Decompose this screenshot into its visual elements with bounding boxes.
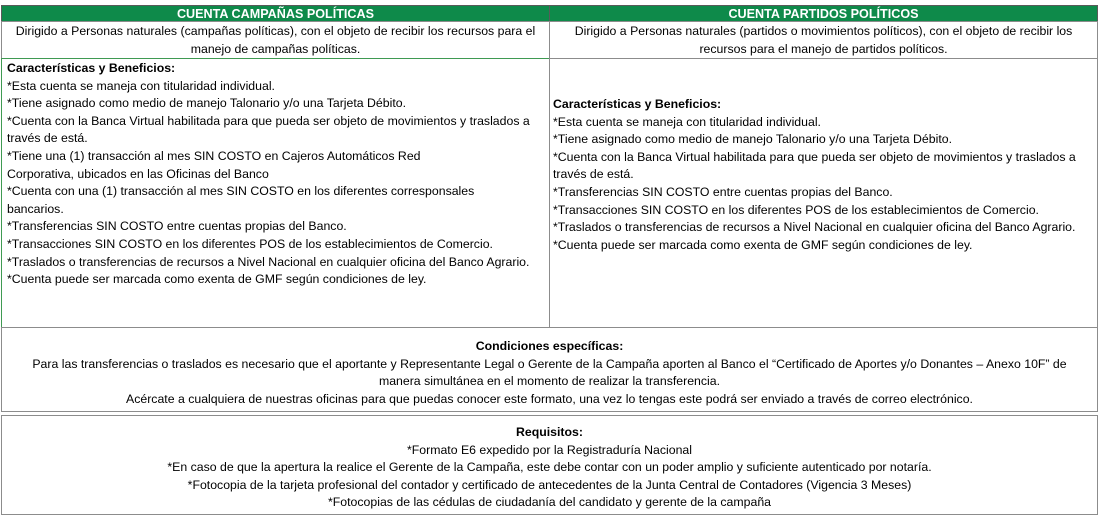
feature-item: *Cuenta con una (1) transacción al mes SIN COSTO en los diferentes corresponsales bancarios.: [7, 184, 475, 216]
feature-item: *Transacciones SIN COSTO en los diferentes POS de los establecimientos de Comercio.: [7, 236, 493, 251]
feature-item: *Cuenta puede ser marcada como exenta de GMF según condiciones de ley.: [553, 237, 973, 252]
feature-item: *Transacciones SIN COSTO en los diferentes POS de los establecimientos de Comercio.: [553, 202, 1039, 217]
feature-item: *Traslados o transferencias de recursos a Nivel Nacional en cualquier oficina del Banco Agrario.: [553, 220, 1076, 235]
features-partidos: [549, 58, 1098, 328]
requirement-item: *Formato E6 expedido por la Registraduría Nacional: [406, 442, 693, 457]
description-campanas: [1, 21, 550, 59]
requirements-section: [1, 415, 1098, 515]
features-partidos-title: Características y Beneficios:: [553, 97, 722, 111]
feature-item: *Cuenta con la Banca Virtual habilitada para que pueda ser objeto de movimientos y traslados a través de está.: [7, 113, 530, 146]
feature-item: *Tiene asignado como medio de manejo Talonario y/o una Tarjeta Débito.: [553, 132, 952, 147]
requirements-title: Requisitos:: [516, 425, 583, 439]
feature-item: *Esta cuenta se maneja con titularidad individual.: [553, 114, 821, 129]
description-partidos: [549, 21, 1098, 59]
feature-item: *Traslados o transferencias de recursos a Nivel Nacional en cualquier oficina del Banco Agrario.: [7, 254, 530, 269]
feature-item: *Esta cuenta se maneja con titularidad individual.: [7, 78, 275, 93]
feature-item: *Cuenta con la Banca Virtual habilitada para que pueda ser objeto de movimientos y traslados a través de está.: [553, 149, 1076, 182]
feature-item: *Tiene una (1) transacción al mes SIN COSTO en Cajeros Automáticos Red Corporativa, ubicados en las Oficinas del Banco: [7, 148, 421, 181]
features-campanas: [1, 58, 550, 328]
conditions-text: Para las transferencias o traslados es necesario que el aportante y Representante Legal o Gerente de la Campaña aporten al Banco el “Certificado de Aportes y/o Donantes – Anexo 10F” de manera simultánea en el momento de realizar la transferencia.: [32, 356, 1067, 389]
conditions-section: [1, 327, 1098, 412]
header-cuenta-campanas: CUENTA CAMPAÑAS POLÍTICAS: [1, 5, 550, 22]
features-campanas-title: Características y Beneficios:: [7, 61, 176, 75]
requirement-item: *En caso de que la apertura la realice el Gerente de la Campaña, este debe contar con un poder amplio y suficiente autenticado por notaría.: [167, 460, 932, 475]
conditions-text: Acércate a cualquiera de nuestras oficinas para que puedas conocer este formato, una vez lo tengas este podrá ser enviado a través de correo electrónico.: [126, 391, 973, 406]
feature-item: *Transferencias SIN COSTO entre cuentas propias del Banco.: [553, 184, 893, 199]
feature-item: *Transferencias SIN COSTO entre cuentas propias del Banco.: [7, 219, 347, 234]
description-partidos-text: Dirigido a Personas naturales (partidos o movimientos políticos), con el objeto de recibir los recursos para el manejo de partidos políticos.: [574, 24, 1073, 56]
conditions-title: Condiciones específicas:: [475, 339, 624, 353]
feature-item: *Cuenta puede ser marcada como exenta de GMF según condiciones de ley.: [7, 272, 427, 287]
requirement-item: *Fotocopias de las cédulas de ciudadanía del candidato y gerente de la campaña: [328, 495, 771, 510]
requirement-item: *Fotocopia de la tarjeta profesional del contador y certificado de antecedentes de la Junta Central de Contadores (Vigencia 3 Meses): [187, 477, 912, 492]
header-cuenta-partidos: CUENTA PARTIDOS POLÍTICOS: [549, 5, 1098, 22]
description-campanas-text: Dirigido a Personas naturales (campañas políticas), con el objeto de recibir los recursos para el manejo de campañas políticas.: [15, 24, 536, 56]
feature-item: *Tiene asignado como medio de manejo Talonario y/o una Tarjeta Débito.: [7, 96, 406, 111]
